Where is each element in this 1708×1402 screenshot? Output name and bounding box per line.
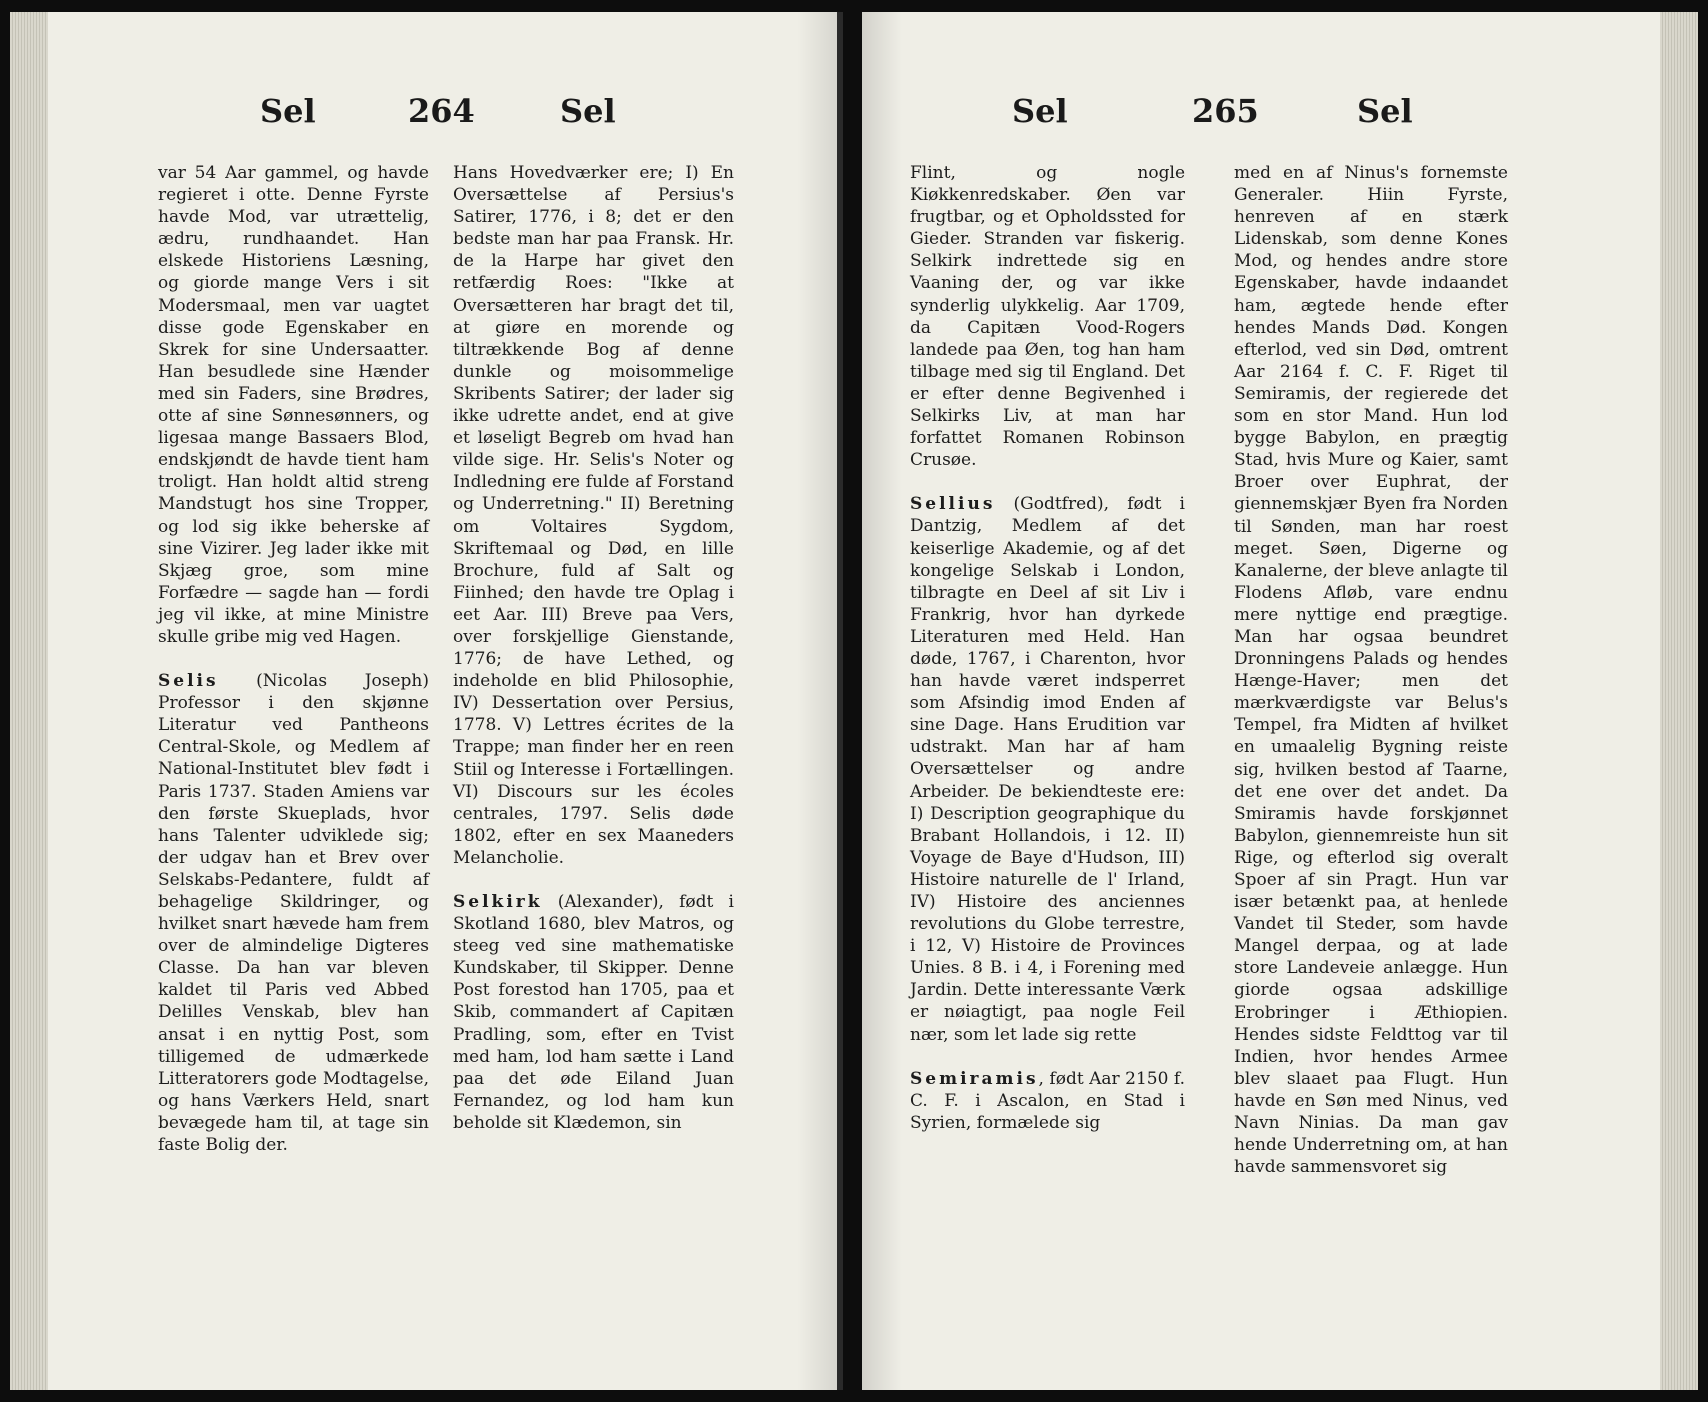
entry-text: (Godtfred), født i Dantzig, Medlem af det keiserlige Akademie, og af det kongelige Selskab i London, tilbragte en Deel af sit Liv i Frankrig, hvor han dyrkede Literaturen med Held. Han døde, 1767, i Charenton, hvor han havde været indsperret som Afsindig imod Enden af sine Dage. Hans Erudition var udstrakt. Man har af ham Oversættelser og andre Arbeider. De bekiendteste ere: I) Description geographique du Brabant Hollandois, i 12. II) Voyage de Baye d'Hudson, III) Histoire naturelle de l' Irland, IV) Histoire des anciennes revolutions du Globe terrestre, i 12, V) Histoire de Provinces Unies. 8 B. i 4, i Forening med Jardin. Dette interessante Værk er nøiagtigt, paa nogle Feil nær, som let lade sig rette xyxy=(910,494,1185,1045)
left-header-catchword-right: Sel xyxy=(560,92,616,130)
entry-text: (Nicolas Joseph) Professor i den skjønne Literatur ved Pantheons Central-Skole, og Medlem af National-Institutet blev født i Paris 1737. Staden Amiens var den første Skueplads, hvor hans Talenter udviklede sig; der udgav han et Brev over Selskabs-Pedantere, fuldt af behagelige Skildringer, og hvilket snart hævede ham frem over de almindelige Digteres Classe. Da han var bleven kaldet til Paris ved Abbed Delilles Venskab, blev han ansat i en nyttig Post, som tilligemed de udmærkede Litteratorers gode Modtagelse, og hans Værkers Held, snart bevægede ham til, at tage sin faste Bolig der. xyxy=(158,671,429,1156)
headword: Selkirk xyxy=(453,892,543,912)
entry-text: , født Aar 2150 f. C. F. i Ascalon, en Stad i Syrien, formælede sig xyxy=(910,1068,1185,1133)
left-page-number: 264 xyxy=(408,92,475,130)
gutter-shadow-left xyxy=(797,12,837,1390)
right-header-catchword-right: Sel xyxy=(1357,92,1413,130)
entry-selis xyxy=(158,670,429,1156)
paragraph-text: Flint, og nogle Kiøkkenredskaber. Øen var frugtbar, og et Opholdssted for Gieder. Stranden var fiskerig. Selkirk indrettede sig en Vaaning der, og var ikke synderlig ulykkelig. Aar 1709, da Capitæn Vood-Rogers landede paa Øen, tog han ham tilbage med sig til England. Det er efter denne Begivenhed i Selkirks Liv, at man har forfattet Romanen Robinson Crusøe. xyxy=(910,163,1185,471)
entry-selkirk xyxy=(453,891,734,1134)
right-header-catchword-left: Sel xyxy=(1012,92,1068,130)
left-header-catchword-left: Sel xyxy=(260,92,316,130)
paragraph xyxy=(453,162,734,869)
paragraph-text: var 54 Aar gammel, og havde regieret i otte. Denne Fyrste havde Mod, var utrættelig, ædru, rundhaandet. Han elskede Historiens Læsning, og giorde mange Vers i sit Modersmaal, men var uagtet disse gode Egenskaber en Skrek for sine Undersaatter. Han besudlede sine Hænder med sin Faders, sine Brødres, otte af sine Sønnesønners, og ligesaa mange Bassaers Blod, endskjøndt de havde tient ham troligt. Han holdt altid streng Mandstugt hos sine Tropper, og lod sig ikke beherske af sine Vizirer. Jeg lader ikke mit Skjæg groe, som mine Forfædre — sagde han — fordi jeg vil ikke, at mine Ministre skulle gribe mig ved Hagen. xyxy=(158,163,429,647)
right-page-number: 265 xyxy=(1192,92,1259,130)
paragraph-text: Hans Hovedværker ere; I) En Oversættelse af Persius's Satirer, 1776, i 8; det er den bedste man har paa Fransk. Hr. de la Harpe har givet den retfærdig Roes: "Ikke at Oversætteren har bragt det til, at giøre en morende og tiltrækkende Bog af denne dunkle og moisommelige Skribents Satirer; der lader sig ikke udrette andet, end at give et løseligt Begreb om hvad han vilde sige. Hr. Selis's Noter og Indledning ere fulde af Forstand og Underretning." II) Beretning om Voltaires Sygdom, Skriftemaal og Død, en lille Brochure, fuld af Salt og Fiinhed; den havde tre Oplag i eet Aar. III) Breve paa Vers, over forskjellige Gienstande, 1776; de have Lethed, og indeholde en blid Philosophie, IV) Dessertation over Persius, 1778. V) Lettres écrites de la Trappe; man finder her en reen Stiil og Interesse i Fortællingen. VI) Discours sur les écoles centrales, 1797. Selis døde 1802, efter en sex Maaneders Melancholie. xyxy=(453,163,734,868)
page-edges-right xyxy=(1660,12,1698,1390)
right-column-1 xyxy=(910,162,1185,1134)
headword: Sellius xyxy=(910,494,996,515)
left-column-1 xyxy=(158,162,429,1156)
entry-sellius xyxy=(910,493,1185,1045)
paragraph xyxy=(910,162,1185,471)
page-edges-left xyxy=(10,12,48,1390)
right-column-2 xyxy=(1234,162,1508,1178)
entry-text: (Alexander), født i Skotland 1680, blev Matros, og steeg ved sine mathematiske Kundskaber, til Skipper. Denne Post forestod han 1705, paa et Skib, commandert af Capitæn Pradling, som, efter en Tvist med ham, lod ham sætte i Land paa det øde Eiland Juan Fernandez, og lod ham kun beholde sit Klædemon, sin xyxy=(453,892,734,1133)
headword: Semiramis xyxy=(910,1068,1039,1089)
right-running-head xyxy=(862,92,1698,142)
entry-semiramis xyxy=(910,1068,1185,1134)
gutter-shadow-right xyxy=(862,12,902,1390)
left-column-2 xyxy=(453,162,734,1134)
right-page xyxy=(862,12,1698,1390)
left-page xyxy=(10,12,843,1390)
paragraph xyxy=(1234,162,1508,1178)
paragraph xyxy=(158,162,429,648)
left-running-head xyxy=(10,92,843,142)
paragraph-text: med en af Ninus's fornemste Generaler. Hiin Fyrste, henreven af en stærk Lidenskab, som denne Kones Mod, og hendes andre store Egenskaber, havde indaandet ham, ægtede hende efter hendes Mands Død. Kongen efterlod, ved sin Død, omtrent Aar 2164 f. C. F. Riget til Semiramis, der regierede det som en stor Mand. Hun lod bygge Babylon, en prægtig Stad, hvis Mure og Kaier, samt Broer over Euphrat, der giennemskjær Byen fra Norden til Sønden, man har roest meget. Søen, Digerne og Kanalerne, der bleve anlagte til Flodens Afløb, vare endnu mere nyttige end prægtige. Man har ogsaa beundret Dronningens Palads og hendes Hænge-Haver; men det mærkværdigste var Belus's Tempel, fra Midten af hvilket en umaalelig Bygning reiste sig, hvilken bestod af Taarne, det ene over det andet. Da Smiramis havde forskjønnet Babylon, giennemreiste hun sit Rige, og efterlod sig overalt Spoer af sin Pragt. Hun var især betænkt paa, at henlede Vandet til Steder, som havde Mangel derpaa, og at lade store Landeveie anlægge. Hun giorde ogsaa adskillige Erobringer i Æthiopien. Hendes sidste Feldttog var til Indien, hvor hendes Armee blev slaaet paa Flugt. Hun havde en Søn med Ninus, ved Navn Ninias. Da man gav hende Underretning om, at han havde sammensvoret sig xyxy=(1234,163,1508,1178)
headword: Selis xyxy=(158,671,219,692)
